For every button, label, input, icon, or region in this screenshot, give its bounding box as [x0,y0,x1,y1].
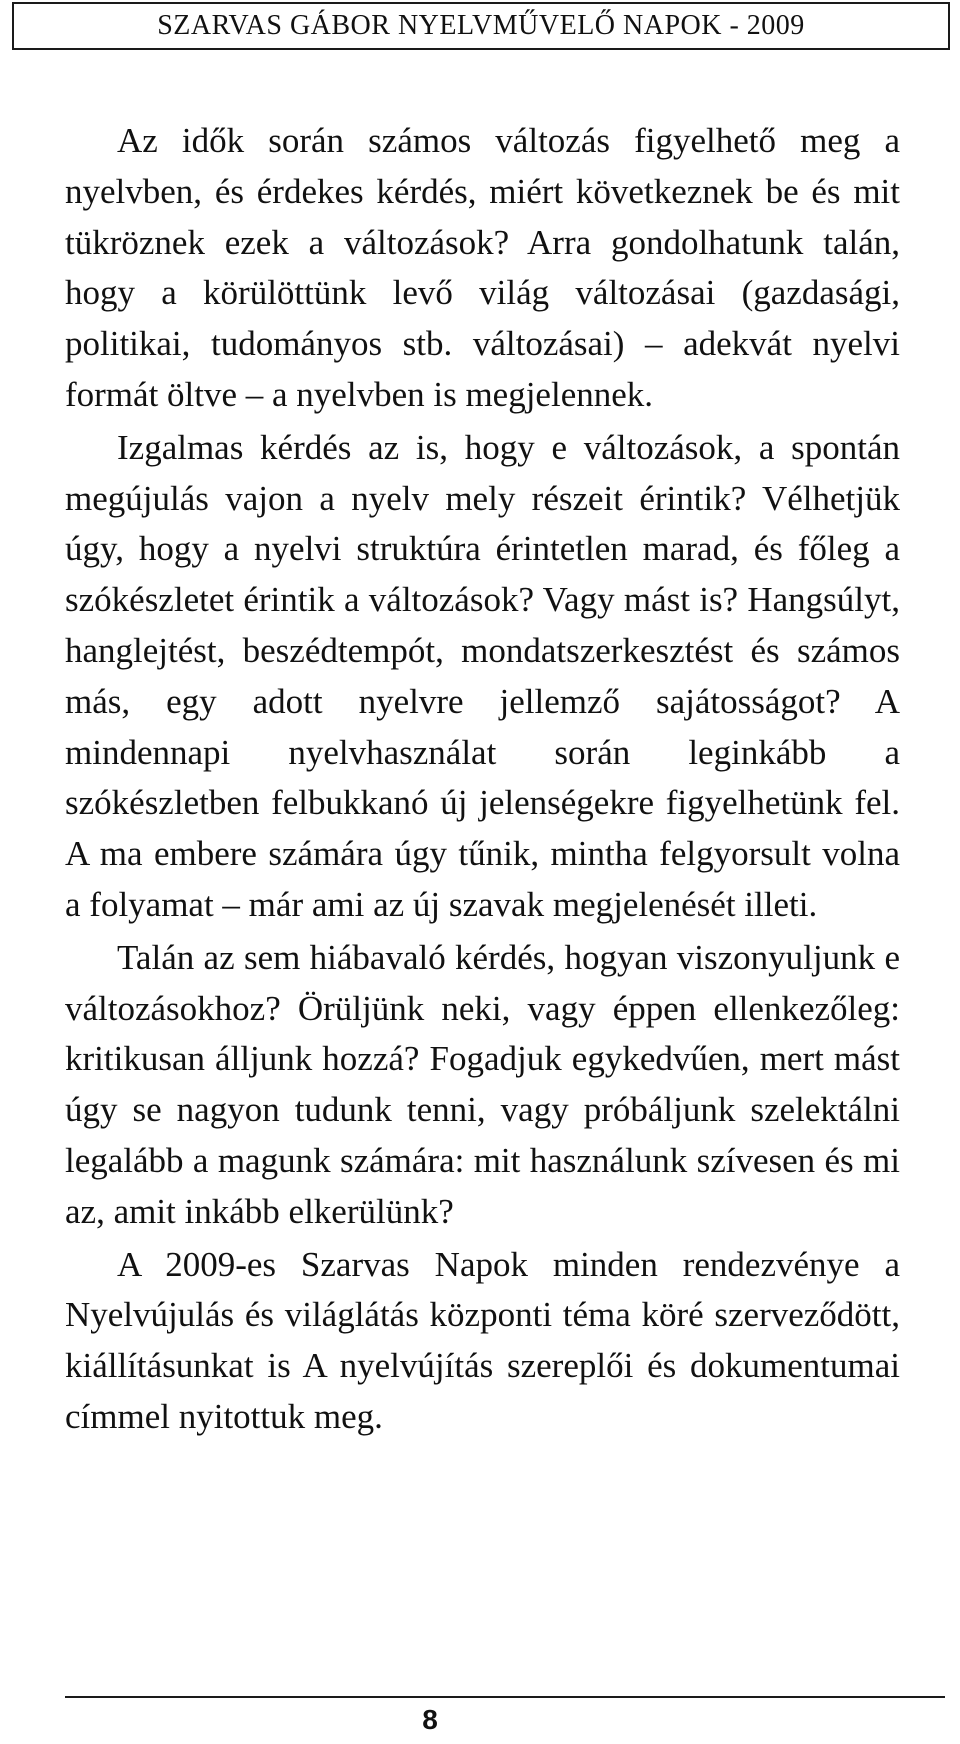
paragraph-4: A 2009-es Szarvas Napok minden rendezvénye a Nyelvújulás és világlátás központi téma köré szerveződött, kiállításunkat is A nyelvújítás szereplői és dokumentumai címmel nyitottuk meg. [65,1244,900,1436]
paragraph-2: Izgalmas kérdés az is, hogy e változások, a spontán megújulás vajon a nyelv mely részeit érintik? Vélhetjük úgy, hogy a nyelvi struktúra érintetlen marad, és főleg a szókészletet érintik a változások? Vagy mást is? Hangsúlyt, hanglejtést, beszédtempót, mondatszerkesztést és számos más, egy adott nyelvre jellemző sajátosságot? A mindennapi nyelvhasználat során leginkább a szókészletben felbukkanó új jelenségekre figyelhetünk fel. A ma embere számára úgy tűnik, mintha felgyorsult volna a folyamat – már ami az új szavak megjelenését illeti. [65,427,900,924]
page-number-label: 8 [422,1704,438,1735]
footer-rule [65,1696,945,1698]
body-text [65,116,900,1443]
paragraph-1: Az idők során számos változás figyelhető meg a nyelvben, és érdekes kérdés, miért következnek be és mit tükröznek ezek a változások? Arra gondolhatunk talán, hogy a körülöttünk levő világ változásai (gazdasági, politikai, tudományos stb. változásai) – adekvát nyelvi formát öltve – a nyelvben is megjelennek. [65,121,900,414]
running-header-title: SZARVAS GÁBOR NYELVMŰVELŐ NAPOK - 2009 [157,10,805,41]
running-header [12,2,950,50]
page-number [0,1704,860,1736]
paragraph-3: Talán az sem hiábavaló kérdés, hogyan viszonyuljunk e változásokhoz? Örüljünk neki, vagy éppen ellenkezőleg: kritikusan álljunk hozzá? Fogadjuk egykedvűen, mert mást úgy se nagyon tudunk tenni, vagy próbáljunk szelektálni legalább a magunk számára: mit használunk szívesen és mi az, amit inkább elkerülünk? [65,937,900,1231]
